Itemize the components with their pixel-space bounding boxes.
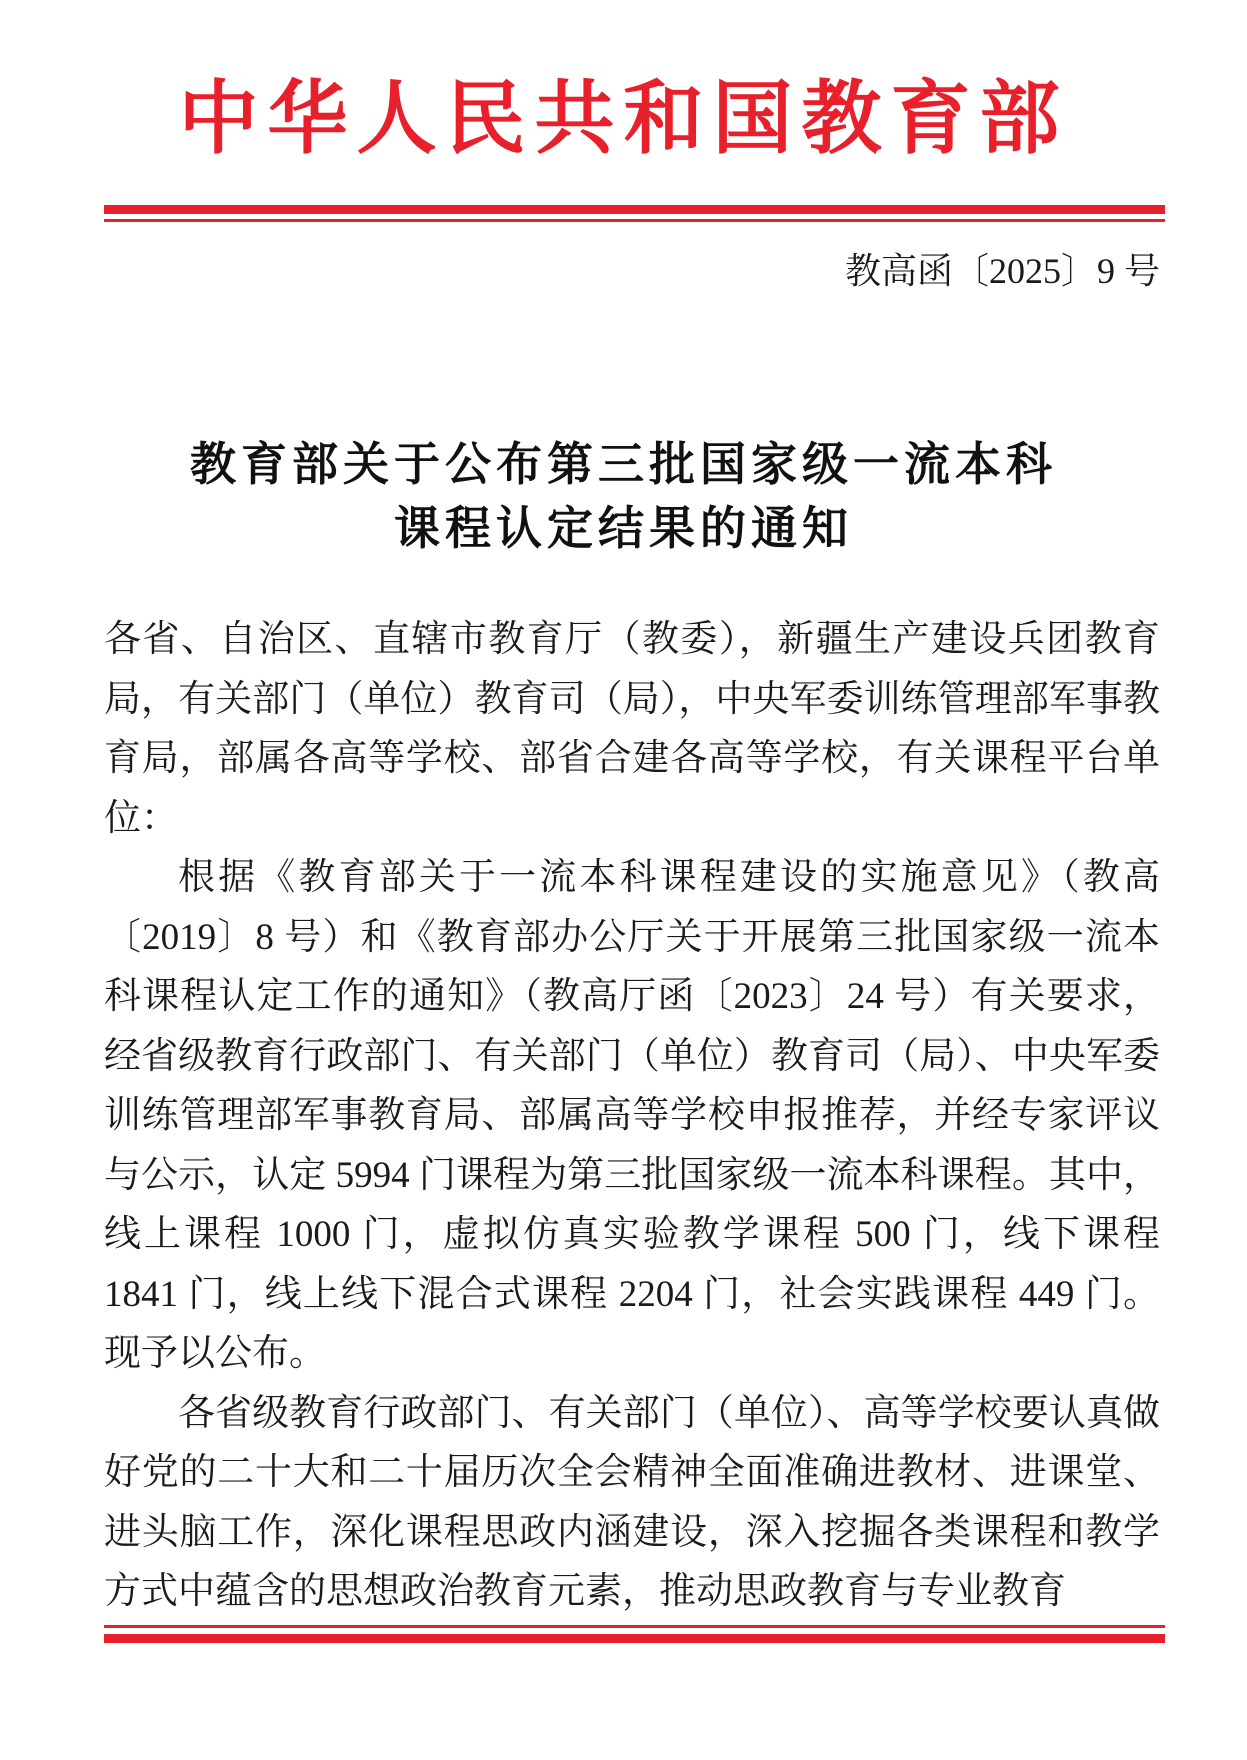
header-rules [104,205,1165,222]
document-title-line-1: 教育部关于公布第三批国家级一流本科 [190,439,1057,490]
footer-rule-thick [104,1634,1165,1643]
footer-rule-thin [104,1625,1165,1628]
document-title-line-2: 课程认定结果的通知 [394,503,853,554]
footer-rules [104,1625,1165,1643]
document-body [104,610,1160,1622]
header-rule-thin [104,219,1165,222]
doc-number: 教高函〔2025〕9 号 [844,251,1160,291]
paragraph-requirements: 各省级教育行政部门、有关部门（单位）、高等学校要认真做好党的二十大和二十届历次全会精神全面准确进教材、进课堂、进头脑工作，深化课程思政内涵建设，深入挖掘各类课程和教学方式中蕴含的思想政治教育元素，推动思政教育与专业教育 [104,1392,1160,1612]
paragraph-recognition-results: 根据《教育部关于一流本科课程建设的实施意见》（教高〔2019〕8 号）和《教育部办公厅关于开展第三批国家级一流本科课程认定工作的通知》（教高厅函〔2023〕24 号）有关要求，经省级教育行政部门、有关部门（单位）教育司（局）、中央军委训练管理部军事教育局、部属高等学校申报推荐，并经专家评议与公示，认定 5994 门课程为第三批国家级一流本科课程。其中，线上课程 1000 门，虚拟仿真实验教学课程 500 门，线下课程 1841 门，线上线下混合式课程 2204 门，社会实践课程 449 门。现予以公布。 [104,857,1160,1374]
header-rule-thick [104,205,1165,214]
agency-name: 中华人民共和国教育部 [178,76,1069,164]
document-title [0,433,1247,561]
paragraph-salutation: 各省、自治区、直辖市教育厅（教委），新疆生产建设兵团教育局，有关部门（单位）教育司（局），中央军委训练管理部军事教育局，部属各高等学校、部省合建各高等学校，有关课程平台单位： [104,619,1160,839]
